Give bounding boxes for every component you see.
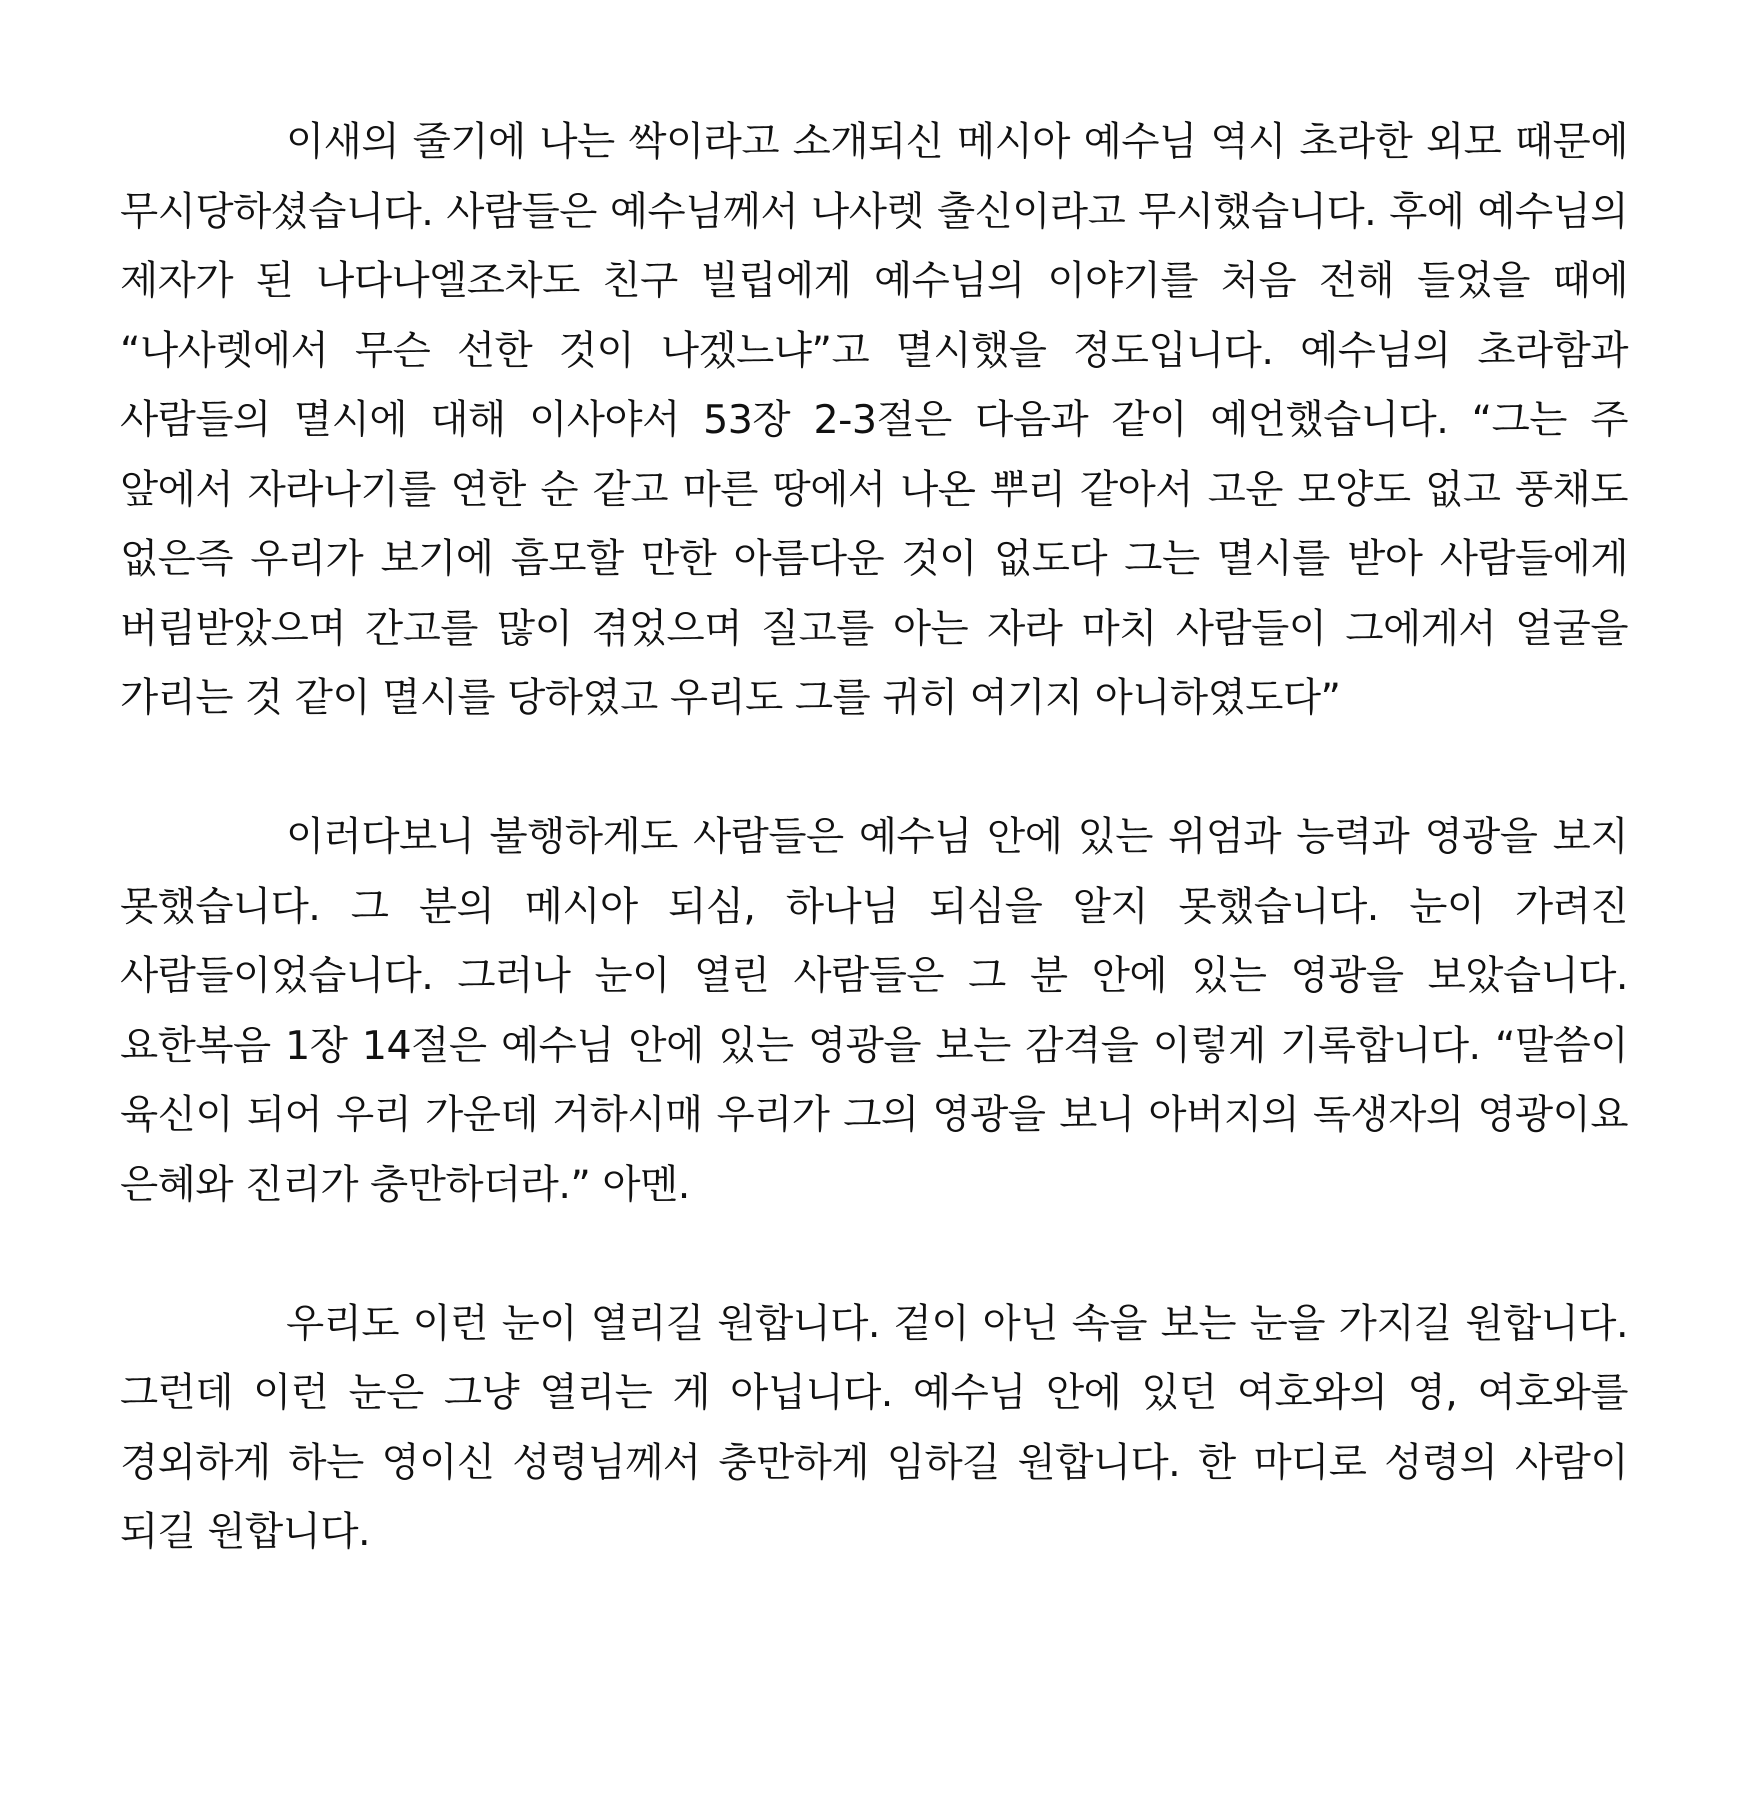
paragraph-2: 이러다보니 불행하게도 사람들은 예수님 안에 있는 위엄과 능력과 영광을 보지 못했습니다. 그 분의 메시아 되심, 하나님 되심을 알지 못했습니다. 눈이 가려진 사람들이었습니다. 그러나 눈이 열린 사람들은 그 분 안에 있는 영광을 보았습니다. 요한복음 1장 14절은 예수님 안에 있는 영광을 보는 감격을 이렇게 기록합니다. “말씀이 육신이 되어 우리 가운데 거하시매 우리가 그의 영광을 보니 아버지의 독생자의 영광이요 은혜와 진리가 충만하더라.” 아멘. (120, 814, 1628, 1208)
document-page (120, 108, 1628, 1568)
paragraph-3: 우리도 이런 눈이 열리길 원합니다. 겉이 아닌 속을 보는 눈을 가지길 원합니다. 그런데 이런 눈은 그냥 열리는 게 아닙니다. 예수님 안에 있던 여호와의 영, 여호와를 경외하게 하는 영이신 성령님께서 충만하게 임하길 원합니다. 한 마디로 성령의 사람이 되길 원합니다. (120, 1300, 1628, 1555)
paragraph-1: 이새의 줄기에 나는 싹이라고 소개되신 메시아 예수님 역시 초라한 외모 때문에 무시당하셨습니다. 사람들은 예수님께서 나사렛 출신이라고 무시했습니다. 후에 예수님의 제자가 된 나다나엘조차도 친구 빌립에게 예수님의 이야기를 처음 전해 들었을 때에 “나사렛에서 무슨 선한 것이 나겠느냐”고 멸시했을 정도입니다. 예수님의 초라함과 사람들의 멸시에 대해 이사야서 53장 2-3절은 다음과 같이 예언했습니다. “그는 주 앞에서 자라나기를 연한 순 같고 마른 땅에서 나온 뿌리 같아서 고운 모양도 없고 풍채도 없은즉 우리가 보기에 흠모할 만한 아름다운 것이 없도다 그는 멸시를 받아 사람들에게 버림받았으며 간고를 많이 겪었으며 질고를 아는 자라 마치 사람들이 그에게서 얼굴을 가리는 것 같이 멸시를 당하였고 우리도 그를 귀히 여기지 아니하였도다” (120, 119, 1628, 721)
